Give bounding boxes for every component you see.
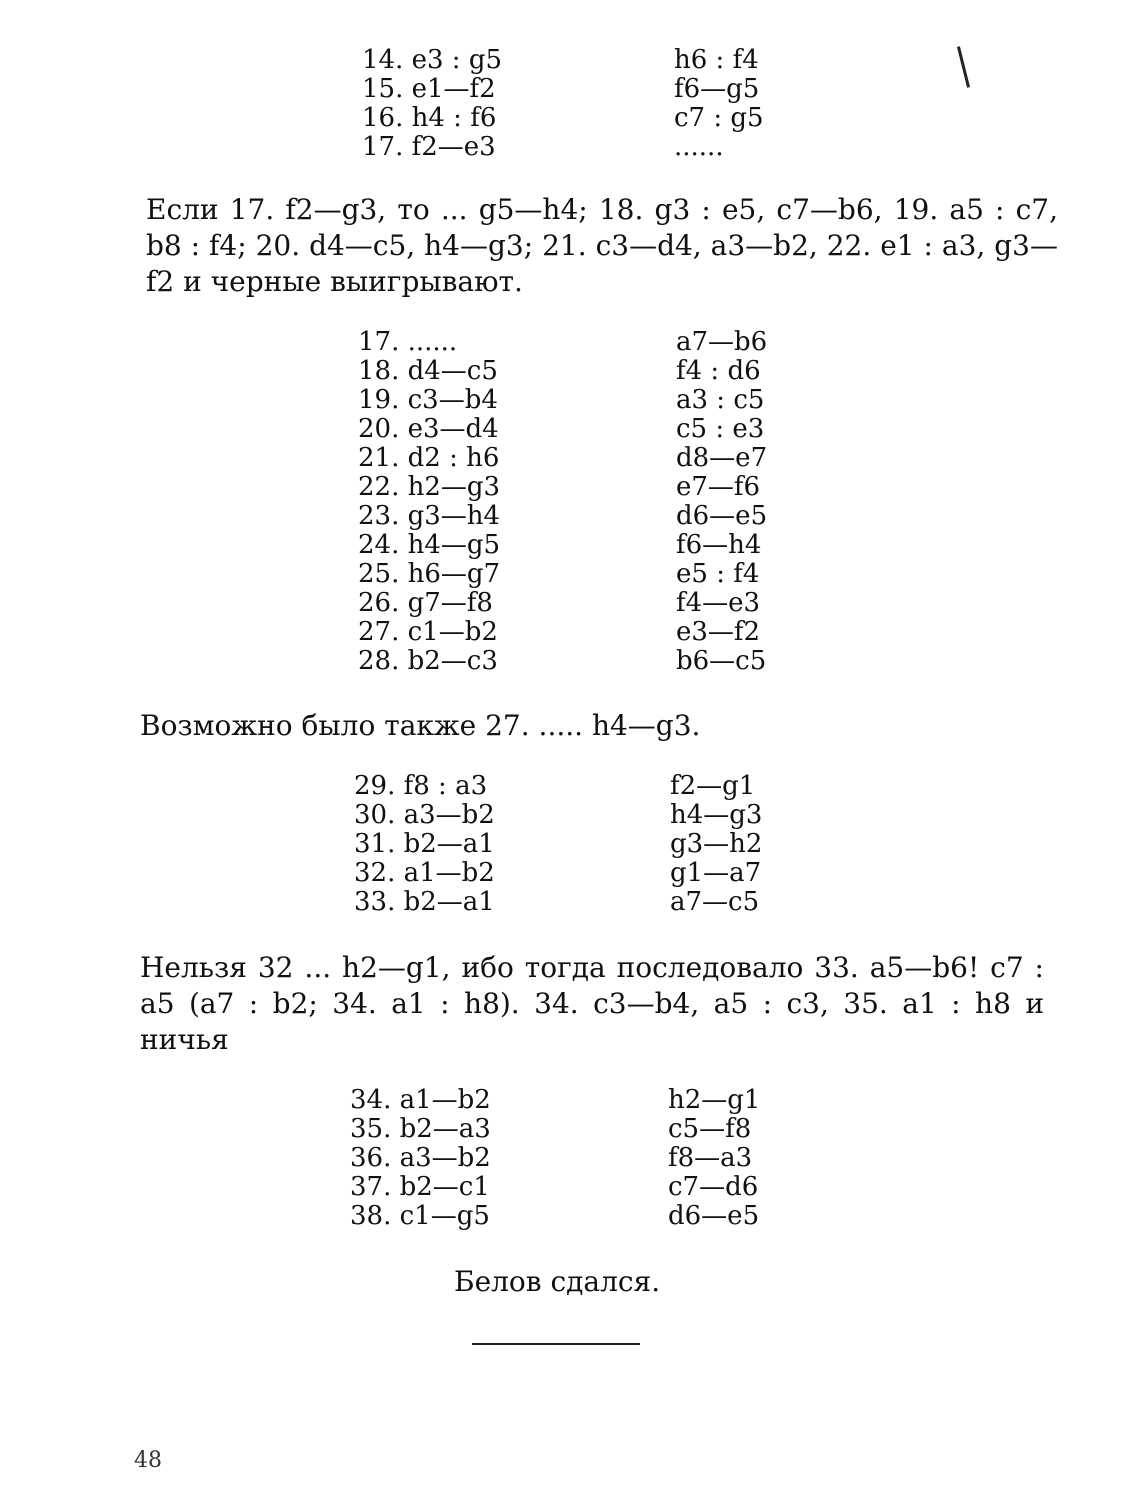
black-move: e7—f6: [676, 472, 761, 502]
black-move: f6—h4: [676, 530, 762, 560]
white-move: 19. c3—b4: [358, 385, 498, 415]
note-text: Если 17. f2—g3, то ... g5—h4; 18. g3 : e5, c7—b6, 19. a5 : c7, b8 : f4; 20. d4—c5, h4—g3; 21. c3—d4, a3—b2, 22. e1 : a3, g3—f2 и черные выигрывают.: [146, 193, 1058, 298]
black-move: c5 : e3: [676, 414, 765, 444]
white-move: 22. h2—g3: [358, 472, 501, 502]
black-move: g1—a7: [670, 858, 762, 888]
black-move: d8—e7: [676, 443, 768, 473]
white-move: 36. a3—b2: [350, 1143, 491, 1173]
black-move: e3—f2: [676, 617, 761, 647]
black-move: h4—g3: [670, 800, 763, 830]
white-move: 18. d4—c5: [358, 356, 498, 386]
white-move: 26. g7—f8: [358, 588, 493, 618]
black-move: b6—c5: [676, 646, 767, 676]
page-number: 48: [134, 1448, 162, 1473]
white-move: 16. h4 : f6: [362, 103, 497, 133]
white-move: 32. a1—b2: [354, 858, 495, 888]
black-move: a7—b6: [676, 327, 768, 357]
note-paragraph-3: [82, 950, 1044, 1058]
black-move: c7—d6: [668, 1172, 759, 1202]
black-move: f2—g1: [670, 771, 756, 801]
section-divider: [472, 1343, 640, 1345]
game-result: Белов сдался.: [454, 1265, 661, 1298]
white-move: 29. f8 : a3: [354, 771, 488, 801]
white-move: 21. d2 : h6: [358, 443, 500, 473]
black-move: h6 : f4: [674, 45, 759, 75]
black-move: d6—e5: [676, 501, 768, 531]
white-move: 38. c1—g5: [350, 1201, 490, 1231]
black-move: f6—g5: [674, 74, 760, 104]
black-move: f4—e3: [676, 588, 761, 618]
white-move: 28. b2—c3: [358, 646, 498, 676]
white-move: 37. b2—c1: [350, 1172, 490, 1202]
black-move: c7 : g5: [674, 103, 764, 133]
black-move: d6—e5: [668, 1201, 760, 1231]
white-move: 35. b2—a3: [350, 1114, 491, 1144]
white-move: 27. c1—b2: [358, 617, 498, 647]
black-move: h2—g1: [668, 1085, 761, 1115]
black-move: ......: [674, 132, 724, 162]
black-move: f4 : d6: [676, 356, 761, 386]
note-text: Нельзя 32 ... h2—g1, ибо тогда последовало 33. a5—b6! c7 : a5 (a7 : b2; 34. a1 : h8). 34. c3—b4, a5 : c3, 35. a1 : h8 и ничья: [140, 951, 1044, 1056]
note-paragraph-2: Возможно было также 27. ..... h4—g3.: [140, 709, 701, 742]
black-move: f8—a3: [668, 1143, 753, 1173]
black-move: c5—f8: [668, 1114, 752, 1144]
note-paragraph-1: [88, 192, 1058, 300]
black-move: a3 : c5: [676, 385, 765, 415]
white-move: 31. b2—a1: [354, 829, 495, 859]
black-move: g3—h2: [670, 829, 763, 859]
white-move: 30. a3—b2: [354, 800, 495, 830]
white-move: 34. a1—b2: [350, 1085, 491, 1115]
black-move: a7—c5: [670, 887, 760, 917]
white-move: 23. g3—h4: [358, 501, 501, 531]
white-move: 25. h6—g7: [358, 559, 501, 589]
margin-pencil-mark: [957, 46, 970, 87]
white-move: 33. b2—a1: [354, 887, 495, 917]
white-move: 15. e1—f2: [362, 74, 496, 104]
black-move: e5 : f4: [676, 559, 760, 589]
white-move: 17. f2—e3: [362, 132, 496, 162]
white-move: 20. e3—d4: [358, 414, 499, 444]
white-move: 17. ......: [358, 327, 458, 357]
white-move: 14. e3 : g5: [362, 45, 503, 75]
white-move: 24. h4—g5: [358, 530, 501, 560]
